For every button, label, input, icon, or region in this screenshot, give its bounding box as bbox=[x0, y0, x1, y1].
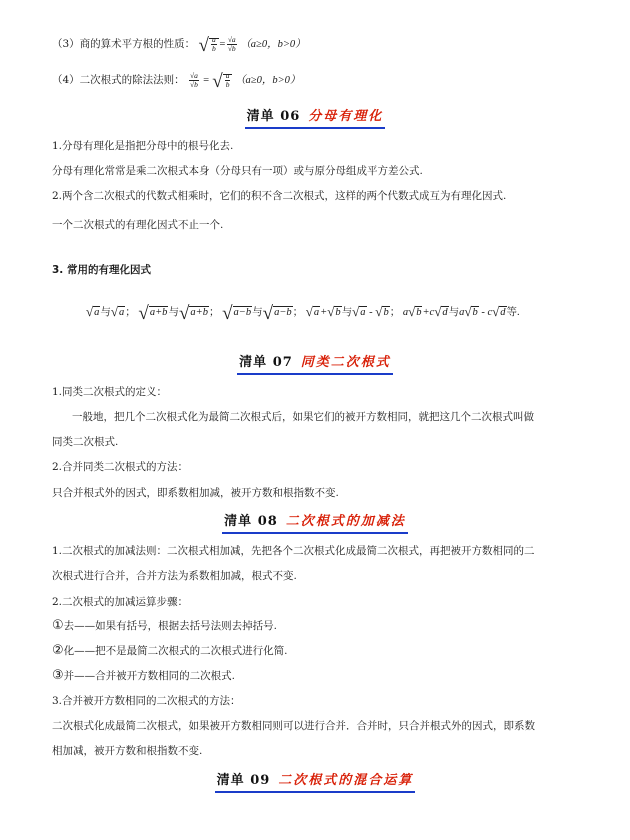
item3-condition: （a≥0，b>0） bbox=[240, 38, 306, 50]
item4-condition: （a≥0，b>0） bbox=[235, 74, 301, 86]
item4-label: （4）二次根式的除法法则： bbox=[52, 73, 185, 86]
s07-p1: 1.同类二次根式的定义： bbox=[52, 386, 168, 398]
section-08-heading bbox=[0, 513, 630, 534]
section-09-heading bbox=[0, 772, 630, 793]
s08-step3: ③并——合并被开方数相同的二次根式. bbox=[52, 668, 235, 683]
section-09-label: 清单 09 bbox=[216, 773, 271, 788]
s08-p1: 1.二次根式的加减法则：二次根式相加减，先把各个二次根式化成最简二次根式，再把被开方数相同的二 bbox=[52, 545, 535, 557]
step1-mark: ① bbox=[52, 618, 64, 633]
rationalizing-factors-formula: √a与√a； √a+b与√a+b； √a−b与√a−b； √a+√b与√a - √b； a√b+c√d与a√b - c√d等. bbox=[86, 303, 520, 324]
s08-step2: ②化——把不是最简二次根式的二次根式进行化简. bbox=[52, 643, 288, 658]
s08-p2: 次根式进行合并，合并方法为系数相加减，根式不变. bbox=[52, 570, 297, 582]
section-06-heading bbox=[0, 108, 630, 129]
item4-formula: $\frac{√a}{√b}$ = √ $\frac{a}{b}$ bbox=[188, 75, 235, 86]
item3-formula: √ $\frac{a}{b}$ = $\frac{√a}{√b}$ bbox=[198, 34, 236, 56]
section-07-title: 同类二次根式 bbox=[300, 355, 391, 370]
section-06-title: 分母有理化 bbox=[308, 109, 384, 124]
s07-p3: 同类二次根式. bbox=[52, 436, 119, 448]
section-08-label: 清单 08 bbox=[224, 514, 278, 529]
item3-label: （3）商的算术平方根的性质： bbox=[52, 37, 196, 50]
s06-p5: 3. 常用的有理化因式 bbox=[52, 264, 151, 276]
section-07-underline bbox=[237, 354, 393, 375]
s08-p3: 2.二次根式的加减运算步骤： bbox=[52, 596, 189, 608]
s06-p2: 分母有理化常常是乘二次根式本身（分母只有一项）或与原分母组成平方差公式. bbox=[52, 165, 423, 177]
s07-p2: 一般地，把几个二次根式化为最简二次根式后，如果它们的被开方数相同，就把这几个二次根式叫做 bbox=[72, 411, 534, 423]
s07-p5: 只合并根式外的因式，即系数相加减，被开方数和根指数不变. bbox=[52, 487, 339, 499]
division-rule-sqrt bbox=[52, 70, 301, 92]
section-09-underline bbox=[215, 772, 416, 793]
s08-p4: 3.合并被开方数相同的二次根式的方法： bbox=[52, 695, 241, 707]
section-08-title: 二次根式的加减法 bbox=[285, 514, 406, 529]
step3-mark: ③ bbox=[52, 668, 64, 683]
step2-mark: ② bbox=[52, 643, 64, 658]
section-06-label: 清单 06 bbox=[246, 109, 301, 124]
s07-p4: 2.合并同类二次根式的方法： bbox=[52, 461, 189, 473]
section-09-title: 二次根式的混合运算 bbox=[278, 773, 414, 788]
section-07-heading bbox=[0, 354, 630, 375]
property-quotient-sqrt bbox=[52, 34, 306, 56]
s06-p4: 一个二次根式的有理化因式不止一个. bbox=[52, 219, 224, 231]
s08-step1: ①去——如果有括号，根据去括号法则去掉括号. bbox=[52, 618, 277, 633]
s06-p1: 1.分母有理化是指把分母中的根号化去. bbox=[52, 140, 234, 152]
section-06-underline bbox=[245, 108, 386, 129]
s06-p3: 2.两个含二次根式的代数式相乘时，它们的积不含二次根式，这样的两个代数式成互为有理化因式. bbox=[52, 190, 507, 202]
s08-p5: 二次根式化成最简二次根式，如果被开方数相同则可以进行合并．合并时，只合并根式外的因式，即系数 bbox=[52, 720, 535, 732]
section-07-label: 清单 07 bbox=[239, 355, 293, 370]
s08-p6: 相加减，被开方数和根指数不变. bbox=[52, 745, 203, 757]
section-08-underline bbox=[222, 513, 408, 534]
